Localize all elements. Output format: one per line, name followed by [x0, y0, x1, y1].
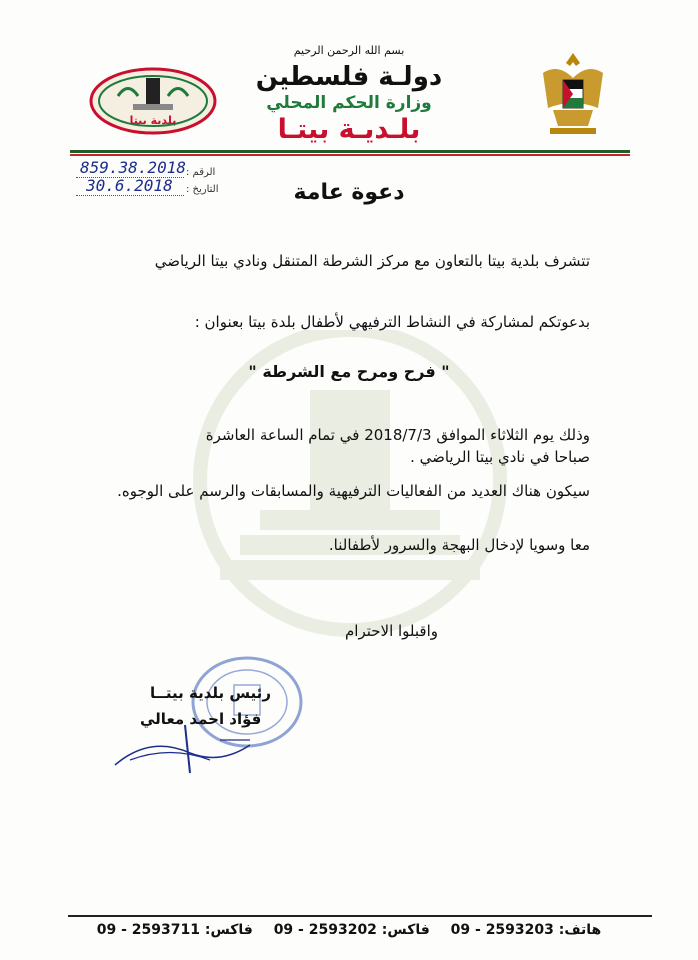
- handwritten-signature: [110, 715, 260, 775]
- reference-date-value: 30.6.2018: [86, 176, 173, 195]
- paragraph-closing: معا وسويا لإدخال البهجة والسرور لأطفالنا.: [328, 536, 590, 554]
- logo-caption: بلدية بيتا: [129, 114, 177, 127]
- event-title: " فرح ومرح مع الشرطة ": [248, 362, 450, 381]
- footer-fax-2: فاكس: 2593711 - 09: [96, 922, 253, 938]
- state-name: دولـة فلسطين: [255, 62, 443, 92]
- mayor-title: رئيس بلدية بيتــا: [150, 684, 271, 702]
- paragraph-invitation: بدعوتكم لمشاركة في النشاط الترفيهي لأطفال بلدة بيتا بعنوان :: [194, 313, 590, 331]
- paragraph-activities: سيكون هناك العديد من الفعاليات الترفيهية والمسابقات والرسم على الوجوه.: [117, 482, 590, 500]
- footer-contacts: [0, 922, 698, 938]
- date-label: التاريخ :: [186, 184, 219, 195]
- document-title: دعوة عامة: [293, 180, 405, 205]
- reference-number-label: الرقم :: [186, 167, 216, 178]
- municipality-name: بلـديـة بيتـا: [277, 114, 421, 145]
- header-divider-green: [70, 150, 630, 153]
- footer-phone: هاتف: 2593203 - 09: [450, 922, 602, 938]
- header-divider-red: [70, 154, 630, 156]
- footer-divider: [68, 915, 652, 917]
- footer-fax-1: فاكس: 2593202 - 09: [273, 922, 430, 938]
- paragraph-intro: تتشرف بلدية بيتا بالتعاون مع مركز الشرطة المتنقل ونادي بيتا الرياضي: [154, 252, 590, 270]
- reference-number-value: 859.38.2018: [80, 158, 186, 177]
- ministry-name: وزارة الحكم المحلي: [266, 93, 432, 113]
- mayor-name: فؤاد احمد معالي: [140, 710, 262, 728]
- reference-number: [80, 158, 186, 177]
- basmala: بسم الله الرحمن الرحيم: [293, 44, 405, 57]
- paragraph-details: وذلك يوم الثلاثاء الموافق 2018/7/3 في تمام الساعة العاشرة صباحا في نادي بيتا الرياضي .: [205, 426, 590, 466]
- regards: واقبلوا الاحترام: [344, 622, 438, 640]
